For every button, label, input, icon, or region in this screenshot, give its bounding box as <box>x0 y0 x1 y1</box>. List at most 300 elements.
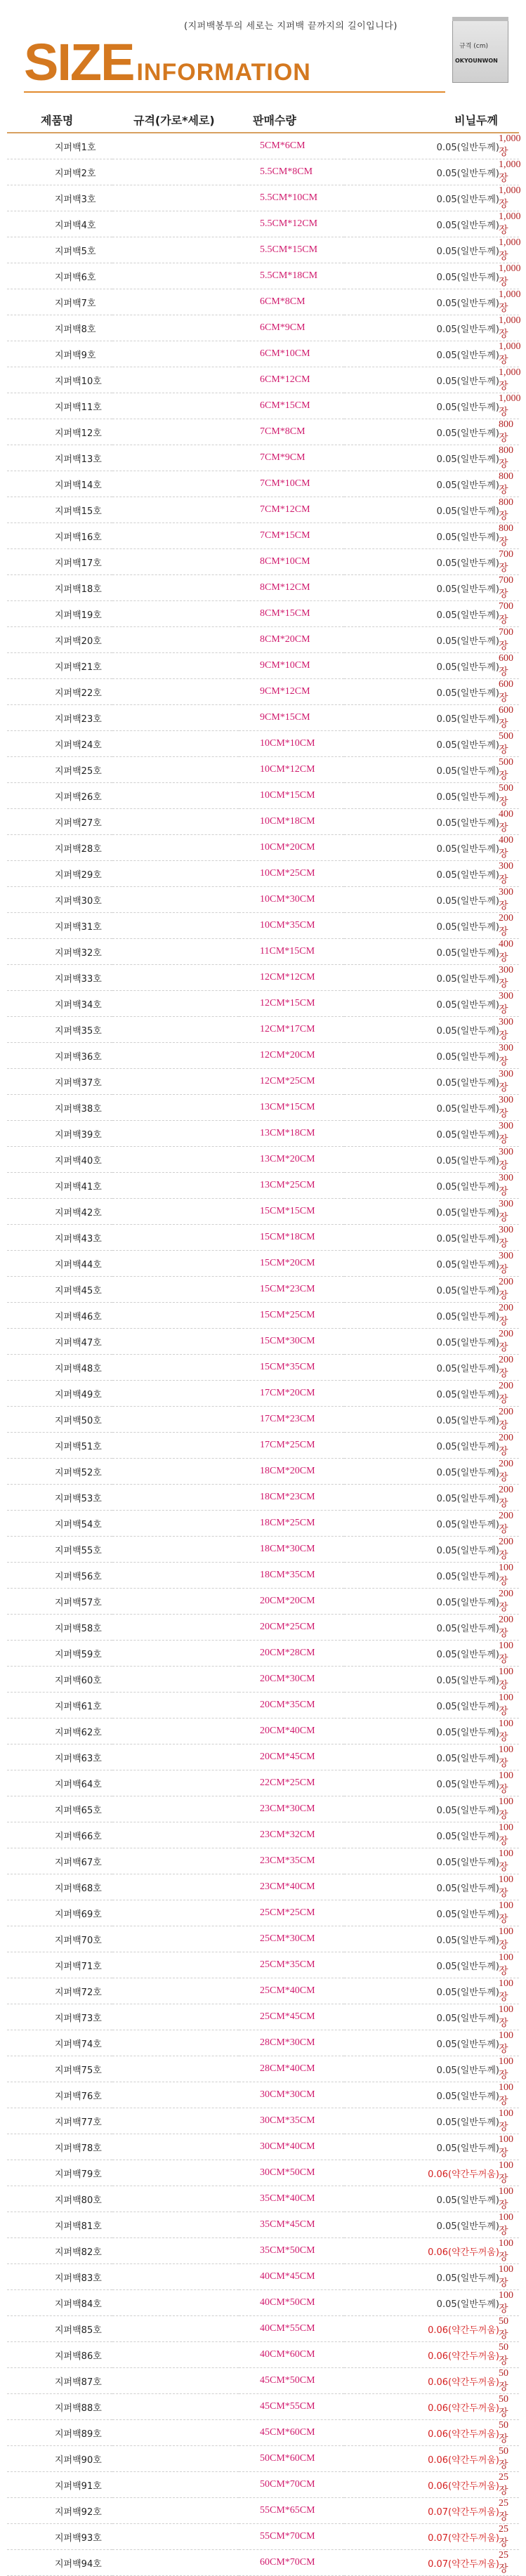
product-name-cell: 지퍼백25호 <box>7 757 112 783</box>
thickness-cell: 0.05(일반두께) <box>344 1667 519 1693</box>
table-row <box>7 341 519 367</box>
thickness-cell: 0.05(일반두께) <box>344 1822 519 1848</box>
quantity-cell: 100장 <box>239 1641 344 1667</box>
thickness-cell: 0.05(일반두께) <box>344 939 519 965</box>
table-row <box>7 2498 519 2524</box>
product-name-cell: 지퍼백79호 <box>7 2160 112 2186</box>
spec-cell: 30CM*50CM <box>112 2160 239 2186</box>
thickness-cell: 0.05(일반두께) <box>344 1381 519 1407</box>
product-name-cell: 지퍼백64호 <box>7 1770 112 1796</box>
spec-cell: 10CM*35CM <box>112 913 239 939</box>
quantity-cell: 100장 <box>239 2186 344 2212</box>
spec-cell: 15CM*23CM <box>112 1277 239 1303</box>
product-name-cell: 지퍼백75호 <box>7 2056 112 2082</box>
thickness-cell: 0.05(일반두께) <box>344 1744 519 1770</box>
thickness-cell: 0.05(일반두께) <box>344 731 519 757</box>
spec-cell: 23CM*40CM <box>112 1874 239 1900</box>
quantity-cell: 200장 <box>239 1277 344 1303</box>
quantity-cell: 100장 <box>239 2004 344 2030</box>
table-row <box>7 1095 519 1121</box>
thickness-cell: 0.05(일반두께) <box>344 757 519 783</box>
spec-cell: 7CM*12CM <box>112 497 239 523</box>
thickness-cell: 0.05(일반두께) <box>344 1329 519 1355</box>
quantity-cell: 300장 <box>239 1251 344 1277</box>
thickness-cell: 0.05(일반두께) <box>344 237 519 263</box>
product-name-cell: 지퍼백46호 <box>7 1303 112 1329</box>
bag-zipper <box>452 17 508 21</box>
quantity-cell: 300장 <box>239 1225 344 1251</box>
thickness-cell: 0.05(일반두께) <box>344 601 519 627</box>
table-row <box>7 679 519 705</box>
table-row <box>7 237 519 263</box>
table-row <box>7 1952 519 1978</box>
thickness-cell: 0.05(일반두께) <box>344 2134 519 2160</box>
product-name-cell: 지퍼백19호 <box>7 601 112 627</box>
spec-cell: 45CM*55CM <box>112 2394 239 2420</box>
quantity-cell: 100장 <box>239 1822 344 1848</box>
quantity-cell: 100장 <box>239 2290 344 2316</box>
table-row <box>7 1355 519 1381</box>
spec-cell: 50CM*70CM <box>112 2472 239 2498</box>
quantity-cell: 200장 <box>239 1485 344 1511</box>
product-name-cell: 지퍼백33호 <box>7 965 112 991</box>
table-row <box>7 2472 519 2498</box>
thickness-cell: 0.05(일반두께) <box>344 1355 519 1381</box>
table-row <box>7 523 519 549</box>
quantity-cell: 1,000장 <box>239 341 344 367</box>
product-name-cell: 지퍼백42호 <box>7 1199 112 1225</box>
table-row <box>7 1744 519 1770</box>
product-name-cell: 지퍼백86호 <box>7 2342 112 2368</box>
product-name-cell: 지퍼백48호 <box>7 1355 112 1381</box>
spec-cell: 18CM*23CM <box>112 1485 239 1511</box>
product-name-cell: 지퍼백43호 <box>7 1225 112 1251</box>
table-row <box>7 2524 519 2550</box>
product-name-cell: 지퍼백85호 <box>7 2316 112 2342</box>
quantity-cell: 600장 <box>239 679 344 705</box>
quantity-cell: 100장 <box>239 2134 344 2160</box>
thickness-cell: 0.05(일반두께) <box>344 1199 519 1225</box>
table-row <box>7 1329 519 1355</box>
table-row <box>7 653 519 679</box>
spec-cell: 8CM*12CM <box>112 575 239 601</box>
size-note: (지퍼백봉투의 세로는 지퍼백 끝까지의 길이입니다) <box>184 21 397 32</box>
thickness-cell: 0.05(일반두께) <box>344 887 519 913</box>
spec-cell: 17CM*20CM <box>112 1381 239 1407</box>
product-name-cell: 지퍼백17호 <box>7 549 112 575</box>
product-name-cell: 지퍼백7호 <box>7 289 112 315</box>
quantity-cell: 100장 <box>239 2030 344 2056</box>
thickness-cell: 0.05(일반두께) <box>344 1615 519 1641</box>
quantity-cell: 50장 <box>239 2342 344 2368</box>
product-name-cell: 지퍼백70호 <box>7 1926 112 1952</box>
spec-cell: 15CM*18CM <box>112 1225 239 1251</box>
quantity-cell: 200장 <box>239 913 344 939</box>
table-row <box>7 1874 519 1900</box>
quantity-cell: 100장 <box>239 2108 344 2134</box>
spec-cell: 5CM*6CM <box>112 133 239 159</box>
table-row <box>7 1199 519 1225</box>
product-name-cell: 지퍼백4호 <box>7 211 112 237</box>
quantity-cell: 1,000장 <box>239 367 344 393</box>
spec-cell: 10CM*10CM <box>112 731 239 757</box>
table-row <box>7 2368 519 2394</box>
spec-cell: 11CM*15CM <box>112 939 239 965</box>
table-row <box>7 1615 519 1641</box>
table-row <box>7 2108 519 2134</box>
spec-cell: 10CM*30CM <box>112 887 239 913</box>
product-name-cell: 지퍼백14호 <box>7 471 112 497</box>
product-name-cell: 지퍼백22호 <box>7 679 112 705</box>
table-row <box>7 2004 519 2030</box>
thickness-cell: 0.05(일반두께) <box>344 367 519 393</box>
bag-brand-label: OKYOUNWON <box>455 58 498 64</box>
table-row <box>7 1017 519 1043</box>
thickness-cell: 0.05(일반두께) <box>344 1095 519 1121</box>
table-row <box>7 1433 519 1459</box>
product-name-cell: 지퍼백93호 <box>7 2524 112 2550</box>
product-name-cell: 지퍼백36호 <box>7 1043 112 1069</box>
quantity-cell: 1,000장 <box>239 393 344 419</box>
quantity-cell: 100장 <box>239 1978 344 2004</box>
product-name-cell: 지퍼백30호 <box>7 887 112 913</box>
product-name-cell: 지퍼백49호 <box>7 1381 112 1407</box>
quantity-cell: 300장 <box>239 1069 344 1095</box>
spec-cell: 17CM*25CM <box>112 1433 239 1459</box>
spec-cell: 18CM*25CM <box>112 1511 239 1537</box>
product-name-cell: 지퍼백35호 <box>7 1017 112 1043</box>
thickness-cell: 0.06(약간두꺼움) <box>344 2316 519 2342</box>
table-row <box>7 1641 519 1667</box>
table-row <box>7 1485 519 1511</box>
table-row <box>7 1848 519 1874</box>
quantity-cell: 50장 <box>239 2316 344 2342</box>
spec-cell: 17CM*23CM <box>112 1407 239 1433</box>
quantity-cell: 100장 <box>239 2160 344 2186</box>
quantity-cell: 50장 <box>239 2368 344 2394</box>
product-name-cell: 지퍼백90호 <box>7 2446 112 2472</box>
table-row <box>7 445 519 471</box>
quantity-cell: 400장 <box>239 835 344 861</box>
thickness-cell: 0.05(일반두께) <box>344 2290 519 2316</box>
quantity-cell: 200장 <box>239 1459 344 1485</box>
table-row <box>7 2238 519 2264</box>
header-spec: 규격(가로*세로) <box>112 107 239 133</box>
product-name-cell: 지퍼백80호 <box>7 2186 112 2212</box>
quantity-cell: 500장 <box>239 731 344 757</box>
table-row <box>7 1277 519 1303</box>
spec-cell: 8CM*15CM <box>112 601 239 627</box>
quantity-cell: 200장 <box>239 1303 344 1329</box>
table-row <box>7 367 519 393</box>
table-row <box>7 991 519 1017</box>
spec-cell: 13CM*15CM <box>112 1095 239 1121</box>
quantity-cell: 25장 <box>239 2550 344 2576</box>
header-quantity: 판매수량 <box>239 107 344 133</box>
thickness-cell: 0.07(약간두꺼움) <box>344 2550 519 2576</box>
thickness-cell: 0.05(일반두께) <box>344 2056 519 2082</box>
quantity-cell: 1,000장 <box>239 211 344 237</box>
thickness-cell: 0.05(일반두께) <box>344 861 519 887</box>
thickness-cell: 0.05(일반두께) <box>344 1770 519 1796</box>
thickness-cell: 0.05(일반두께) <box>344 1796 519 1822</box>
table-row <box>7 705 519 731</box>
table-row <box>7 757 519 783</box>
product-name-cell: 지퍼백55호 <box>7 1537 112 1563</box>
table-row <box>7 1069 519 1095</box>
bag-body <box>452 17 508 83</box>
product-name-cell: 지퍼백83호 <box>7 2264 112 2290</box>
spec-cell: 15CM*30CM <box>112 1329 239 1355</box>
table-row <box>7 1589 519 1615</box>
quantity-cell: 100장 <box>239 1926 344 1952</box>
thickness-cell: 0.05(일반두께) <box>344 1511 519 1537</box>
quantity-cell: 100장 <box>239 2238 344 2264</box>
quantity-cell: 300장 <box>239 887 344 913</box>
quantity-cell: 800장 <box>239 497 344 523</box>
spec-cell: 20CM*45CM <box>112 1744 239 1770</box>
table-row <box>7 1537 519 1563</box>
spec-cell: 15CM*35CM <box>112 1355 239 1381</box>
spec-cell: 45CM*60CM <box>112 2420 239 2446</box>
quantity-cell: 200장 <box>239 1511 344 1537</box>
quantity-cell: 25장 <box>239 2498 344 2524</box>
spec-cell: 6CM*15CM <box>112 393 239 419</box>
title-underline <box>24 91 445 93</box>
product-name-cell: 지퍼백44호 <box>7 1251 112 1277</box>
product-name-cell: 지퍼백29호 <box>7 861 112 887</box>
thickness-cell: 0.05(일반두께) <box>344 497 519 523</box>
spec-cell: 35CM*50CM <box>112 2238 239 2264</box>
thickness-cell: 0.05(일반두께) <box>344 1952 519 1978</box>
product-name-cell: 지퍼백54호 <box>7 1511 112 1537</box>
product-name-cell: 지퍼백66호 <box>7 1822 112 1848</box>
header-product: 제품명 <box>7 107 112 133</box>
thickness-cell: 0.05(일반두께) <box>344 809 519 835</box>
product-name-cell: 지퍼백69호 <box>7 1900 112 1926</box>
table-row <box>7 1459 519 1485</box>
spec-cell: 10CM*15CM <box>112 783 239 809</box>
thickness-cell: 0.05(일반두께) <box>344 1043 519 1069</box>
thickness-cell: 0.05(일반두께) <box>344 1537 519 1563</box>
spec-cell: 15CM*20CM <box>112 1251 239 1277</box>
product-name-cell: 지퍼백73호 <box>7 2004 112 2030</box>
table-row <box>7 263 519 289</box>
table-row <box>7 2186 519 2212</box>
product-name-cell: 지퍼백32호 <box>7 939 112 965</box>
table-row <box>7 627 519 653</box>
table-row <box>7 1511 519 1537</box>
product-name-cell: 지퍼백45호 <box>7 1277 112 1303</box>
table-row <box>7 1251 519 1277</box>
product-name-cell: 지퍼백71호 <box>7 1952 112 1978</box>
product-name-cell: 지퍼백21호 <box>7 653 112 679</box>
product-name-cell: 지퍼백27호 <box>7 809 112 835</box>
title-information: INFORMATION <box>136 59 311 86</box>
table-row <box>7 1563 519 1589</box>
quantity-cell: 300장 <box>239 1121 344 1147</box>
table-row <box>7 211 519 237</box>
quantity-cell: 100장 <box>239 1900 344 1926</box>
quantity-cell: 200장 <box>239 1537 344 1563</box>
spec-cell: 9CM*15CM <box>112 705 239 731</box>
thickness-cell: 0.05(일반두께) <box>344 471 519 497</box>
product-name-cell: 지퍼백47호 <box>7 1329 112 1355</box>
table-row <box>7 2420 519 2446</box>
quantity-cell: 300장 <box>239 1147 344 1173</box>
thickness-cell: 0.05(일반두께) <box>344 2264 519 2290</box>
table-row <box>7 315 519 341</box>
spec-cell: 30CM*40CM <box>112 2134 239 2160</box>
quantity-cell: 300장 <box>239 1173 344 1199</box>
quantity-cell: 25장 <box>239 2524 344 2550</box>
product-name-cell: 지퍼백3호 <box>7 185 112 211</box>
spec-cell: 10CM*25CM <box>112 861 239 887</box>
quantity-cell: 50장 <box>239 2394 344 2420</box>
product-name-cell: 지퍼백24호 <box>7 731 112 757</box>
spec-cell: 10CM*18CM <box>112 809 239 835</box>
table-row <box>7 2550 519 2576</box>
quantity-cell: 400장 <box>239 939 344 965</box>
table-row <box>7 159 519 185</box>
product-name-cell: 지퍼백34호 <box>7 991 112 1017</box>
thickness-cell: 0.06(약간두꺼움) <box>344 2394 519 2420</box>
product-name-cell: 지퍼백12호 <box>7 419 112 445</box>
header <box>0 0 526 105</box>
table-row <box>7 185 519 211</box>
thickness-cell: 0.05(일반두께) <box>344 991 519 1017</box>
product-name-cell: 지퍼백53호 <box>7 1485 112 1511</box>
thickness-cell: 0.05(일반두께) <box>344 1303 519 1329</box>
table-row <box>7 1043 519 1069</box>
spec-cell: 20CM*30CM <box>112 1667 239 1693</box>
product-name-cell: 지퍼백28호 <box>7 835 112 861</box>
thickness-cell: 0.05(일반두께) <box>344 159 519 185</box>
header-thickness: 비닐두께 <box>344 107 519 133</box>
table-row <box>7 2316 519 2342</box>
thickness-cell: 0.05(일반두께) <box>344 315 519 341</box>
quantity-cell: 100장 <box>239 1952 344 1978</box>
product-name-cell: 지퍼백61호 <box>7 1693 112 1719</box>
thickness-cell: 0.05(일반두께) <box>344 653 519 679</box>
spec-cell: 6CM*12CM <box>112 367 239 393</box>
thickness-cell: 0.05(일반두께) <box>344 289 519 315</box>
thickness-cell: 0.05(일반두께) <box>344 1900 519 1926</box>
table-row <box>7 809 519 835</box>
thickness-cell: 0.05(일반두께) <box>344 1459 519 1485</box>
spec-cell: 12CM*25CM <box>112 1069 239 1095</box>
thickness-cell: 0.05(일반두께) <box>344 1693 519 1719</box>
table-row <box>7 835 519 861</box>
table-row <box>7 965 519 991</box>
quantity-cell: 800장 <box>239 445 344 471</box>
thickness-cell: 0.05(일반두께) <box>344 341 519 367</box>
spec-cell: 9CM*12CM <box>112 679 239 705</box>
quantity-cell: 800장 <box>239 419 344 445</box>
product-name-cell: 지퍼백37호 <box>7 1069 112 1095</box>
product-name-cell: 지퍼백94호 <box>7 2550 112 2576</box>
thickness-cell: 0.05(일반두께) <box>344 1874 519 1900</box>
product-name-cell: 지퍼백92호 <box>7 2498 112 2524</box>
product-name-cell: 지퍼백40호 <box>7 1147 112 1173</box>
quantity-cell: 500장 <box>239 783 344 809</box>
spec-cell: 25CM*45CM <box>112 2004 239 2030</box>
spec-cell: 7CM*9CM <box>112 445 239 471</box>
product-name-cell: 지퍼백59호 <box>7 1641 112 1667</box>
product-name-cell: 지퍼백82호 <box>7 2238 112 2264</box>
product-name-cell: 지퍼백20호 <box>7 627 112 653</box>
table-row <box>7 2446 519 2472</box>
thickness-cell: 0.05(일반두께) <box>344 133 519 159</box>
thickness-cell: 0.06(약간두꺼움) <box>344 2238 519 2264</box>
table-row <box>7 1770 519 1796</box>
spec-cell: 35CM*40CM <box>112 2186 239 2212</box>
spec-cell: 8CM*20CM <box>112 627 239 653</box>
quantity-cell: 100장 <box>239 1744 344 1770</box>
page-title <box>24 32 311 92</box>
quantity-cell: 100장 <box>239 1693 344 1719</box>
thickness-cell: 0.05(일반두께) <box>344 2082 519 2108</box>
table-row <box>7 1822 519 1848</box>
quantity-cell: 200장 <box>239 1329 344 1355</box>
product-name-cell: 지퍼백1호 <box>7 133 112 159</box>
table-row <box>7 575 519 601</box>
product-name-cell: 지퍼백18호 <box>7 575 112 601</box>
thickness-cell: 0.05(일반두께) <box>344 1485 519 1511</box>
table-header-row <box>7 107 519 133</box>
quantity-cell: 100장 <box>239 1770 344 1796</box>
product-name-cell: 지퍼백65호 <box>7 1796 112 1822</box>
spec-cell: 18CM*20CM <box>112 1459 239 1485</box>
thickness-cell: 0.05(일반두께) <box>344 1225 519 1251</box>
product-name-cell: 지퍼백6호 <box>7 263 112 289</box>
product-name-cell: 지퍼백91호 <box>7 2472 112 2498</box>
quantity-cell: 100장 <box>239 2264 344 2290</box>
quantity-cell: 50장 <box>239 2446 344 2472</box>
quantity-cell: 100장 <box>239 2056 344 2082</box>
thickness-cell: 0.05(일반두께) <box>344 2108 519 2134</box>
table-row <box>7 913 519 939</box>
table-row <box>7 289 519 315</box>
thickness-cell: 0.05(일반두께) <box>344 1848 519 1874</box>
thickness-cell: 0.05(일반두께) <box>344 627 519 653</box>
product-name-cell: 지퍼백87호 <box>7 2368 112 2394</box>
table-row <box>7 1926 519 1952</box>
thickness-cell: 0.06(약간두꺼움) <box>344 2472 519 2498</box>
quantity-cell: 300장 <box>239 1017 344 1043</box>
spec-cell: 23CM*32CM <box>112 1822 239 1848</box>
spec-cell: 40CM*45CM <box>112 2264 239 2290</box>
spec-cell: 30CM*35CM <box>112 2108 239 2134</box>
table-row <box>7 783 519 809</box>
thickness-cell: 0.05(일반두께) <box>344 211 519 237</box>
quantity-cell: 300장 <box>239 991 344 1017</box>
thickness-cell: 0.05(일반두께) <box>344 2186 519 2212</box>
thickness-cell: 0.05(일반두께) <box>344 549 519 575</box>
spec-cell: 35CM*45CM <box>112 2212 239 2238</box>
thickness-cell: 0.05(일반두께) <box>344 835 519 861</box>
table-row <box>7 1147 519 1173</box>
quantity-cell: 800장 <box>239 523 344 549</box>
spec-cell: 9CM*10CM <box>112 653 239 679</box>
table-row <box>7 2134 519 2160</box>
spec-cell: 28CM*30CM <box>112 2030 239 2056</box>
spec-cell: 23CM*30CM <box>112 1796 239 1822</box>
spec-cell: 7CM*15CM <box>112 523 239 549</box>
spec-cell: 20CM*25CM <box>112 1615 239 1641</box>
table-row <box>7 2030 519 2056</box>
quantity-cell: 700장 <box>239 549 344 575</box>
